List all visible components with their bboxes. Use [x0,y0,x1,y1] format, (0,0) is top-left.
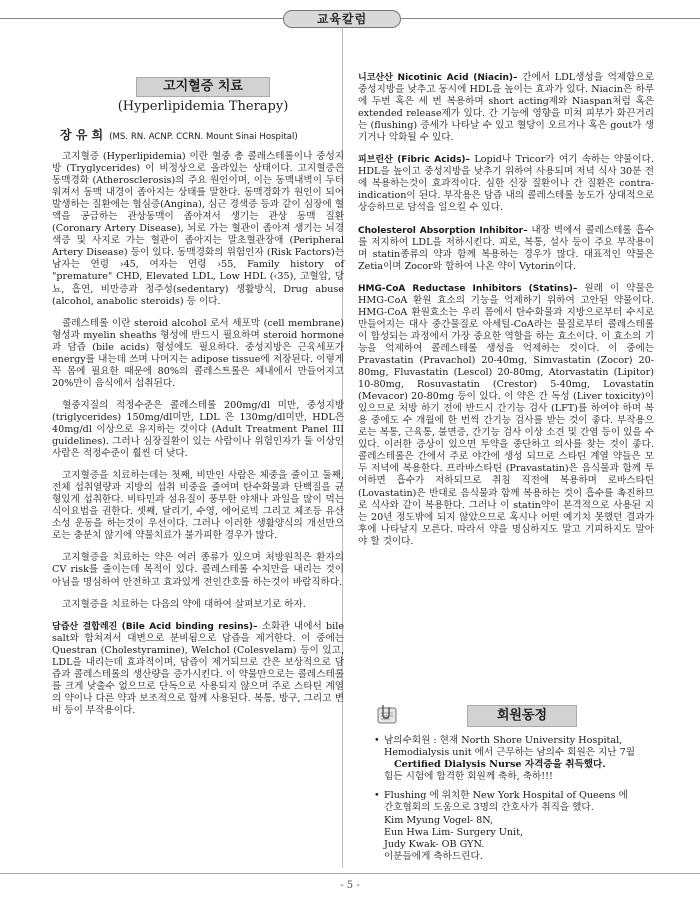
article-body-right [358,72,654,558]
drug-name: 담즙산 결합레진 (Bile Acid binding resins)– [52,621,258,632]
drug-text: 내장 벽에서 콜레스테롤 흡수를 저지하여 LDL을 저하시킨다. 피로, 복통, 설사 등이 주요 부작용이며 statin종류의 약과 함께 복용하는 경우가 많다. 대표적인 약물은 Zetia이며 Zocor와 합하여 나온 약이 Vytorin이다. [358,224,654,272]
paragraph-definition: 고지혈증 (Hyperlipidemia) 이란 혈중 총 콜레스테롤이나 중성지방 (Tryglycerides) 이 비정상으로 올라있는 상태이다. 고지혈증은 동맥경화 (Atherosclerosis)의 주요 원인이며, 이는 동맥내벽이 두터워져서 동맥 내경이 좁아지는 상태를 말한다. 동맥경화가 원인이 되어 발생하는 질환에는 협심증(Angina), 심근 경색증 등과 같이 심장에 혈액을 공급하는 관상동맥이 좁아져서 생기는 관상 동맥 질환 (Coronary Artery Disease), 뇌로 가는 혈관이 좁아져 생기는 뇌경색증 및 사지로 가는 혈관이 좁아지는 말초혈관장애 (Peripheral Artery Disease) 등이 있다. 동맥경화의 위험인자 (Risk Factors)는 남자는 연령 ›45, 여자는 연령 ›55, Family history of "premature" CHD, Elevated LDL, Low HDL (‹35), 고혈압, 당뇨, 흡연, 비만증과 정주성(sedentary) 생활방식, Drug abuse (alcohol, anabolic steroids) 등 이다. [52,151,344,307]
paragraph-treatment: 고지혈증을 치료하는 약은 여러 종류가 있으며 처방원칙은 환자의 CV risk를 줄이는데 목적이 있다. 콜레스테롤 수치만을 내리는 것이 아님을 명심하여 안전하고 효과있게 전인간호를 하는것이 바람직하다. [52,552,344,588]
page-number: - 5 - [340,880,360,891]
header-rule-left [0,18,283,19]
members-news-list [374,735,664,870]
drug-name: HMG-CoA Reductase Inhibitors (Statins)– [358,283,578,294]
drug-text: 간에서 LDL생성을 억제함으로 중성지방을 낮추고 동시에 HDL을 높이는 효과가 있다. Niacin은 하루에 두번 혹은 세 번 복용하며 short acting제와 Niaspan처럼 혹은 extended release제가 있다. 간 기능에 영향을 미쳐 피부가 화끈거리는 (flushing) 증세가 나타날 수 있고 혈당이 오르거나 혹은 gout가 생기거나 악화될 수 있다. [358,72,654,144]
author-line [60,126,350,143]
news-line: Judy Kwak- OB GYN. [384,838,485,850]
header-rule-right [401,18,700,19]
news-line: Hemodialysis unit 에서 근무하는 남의수 회원은 지난 7월 [384,747,635,759]
article-body-left [52,151,344,727]
members-news-heading [367,703,649,727]
paperclip-note-icon [374,703,402,727]
drug-bile-acid [52,621,344,717]
drug-niacin [358,72,654,144]
drug-absorption-inhibitor [358,225,654,273]
news-line: • Flushing 에 위치한 New York Hospital of Queens 에 [384,790,628,802]
news-line: Eun Hwa Lim- Surgery Unit, [384,826,524,838]
news-line: 힘든 시험에 합격한 회원께 축하, 축하!!! [384,771,553,783]
paragraph-lifestyle: 고지혈증을 치료하는데는 첫째, 비만인 사람은 체중을 줄이고 둘째, 전체 섭취열량과 지방의 섭취 비중을 줄여며 탄수화물과 단백질을 균형있게 섭취한다. 비타민과 섬유질이 풍부한 야채나 과일을 많이 먹는 식이요법을 권한다. 셋째, 달리기, 수영, 에어로빅 그리고 체조등 유산소성 운동을 하는것이 우선이다. 그러나 이러한 생활양식의 개선만으로는 충분치 않기에 약물치료가 불가피한 경우가 많다. [52,470,344,542]
article-subtitle: (Hyperlipidemia Therapy) [117,99,289,114]
drug-name: 니코산산 Nicotinic Acid (Niacin)– [358,73,518,83]
news-line: • 남의수회원 : 현재 North Shore University Hospital, [384,735,623,746]
drug-name: 피브린산 (Fibric Acids)– [358,155,471,166]
paragraph-cholesterol: 콜레스테롤 이란 steroid alcohol 로서 세포막 (cell membrane) 형성과 myelin sheaths 형성에 반드시 필요하며 steroid hormone과 담즙 (bile acids) 형성에도 필요하다. 중성지방은 근육세포가 energy를 내는데 쓰며 나머지는 adipose tissue에 저장된다. 이렇게 꼭 몸에 필요한 때문에 80%의 콜레스트롤은 체내에서 만들어지고 20%만이 음식에서 섭취된다. [52,317,344,389]
paragraph-lipid-levels: 혈중지질의 적정수준은 콜레스테롤 200mg/dl 미만, 중성지방 (triglycerides) 150mg/dl미만, LDL 은 130mg/dl미만, HDL은 40mg/dl 이상으로 유지하는 것이다 (Adult Treatment Panel III guidelines). 그러나 심장질환이 있는 사람이나 위험인자가 둘 이상인 사람은 적정수준이 훨씬 더 낮다. [52,399,344,460]
drug-text: 원래 이 약물은 HMG-CoA 환원 효소의 기능을 억제하기 위하여 고안된 약물이다. HMG-CoA 환원효소는 우리 몸에서 탄수화물과 지방으로부터 수시로 만들어지는 대사 중간물질로 아세틸-CoA라는 물질로부터 콜레스테롤이 합성되는 과정에서 가장 중요한 역할을 하는 효소이다. 이 효소의 기능을 억제하여 콜레스테롤 생성을 억제하는 것이다. 이 중에는Pravastatin (Pravachol) 20-40mg, Simvastatin (Zocor) 20-80mg, Fluvastatin (Lescol) 20-80mg, Atorvastatin (Lipitor) 10-80mg, Rosuvastatin (Crestor) 5-40mg, Lovastatin (Mevacor) 20-80mg 등이 있다. 이 약은 간 독성 (Liver toxicity)이 있으므로 처방 하기 전에 반드시 간기능 검사 (LFT)를 하여야 하며 복용 중에도 수 개월에 한 번씩 간기능 검사를 받는 것이 좋다. 부작용으로는 복통, 근육통, 불면증, 간기능 검사 이상 소견 및 간염 등이 있을 수 있다. 이러한 증상이 있으면 투약을 중단하고 의사를 찾는 것이 좋다. 콜레스테롤은 간에서 주로 야간에 생성 되므로 스타틴 계열 약들은 모두 저녁에 복용한다. 프라바스타틴 (Pravastatin)은 음식물과 함께 투여하면 흡수가 저하되므로 취침 직전에 복용하며 로바스타틴 (Lovastatin)은 반대로 음식물과 함께 복용하는 것이 흡수를 촉진하므로 식사와 같이 복용한다. 그러나 이 statin약이 본격적으로 사용된 지는 20년 정도밖에 되지 않았으므로 혹시나 어떤 예기치 못했던 결과가 후에 나타날지 모른다. 따라서 약을 명심하지도 말고 기피하지도 말아야 할 것이다. [358,282,654,547]
news-line: 간호협회의 도움으로 3명의 간호사가 취직을 했다. [384,802,594,814]
news-line: 이분들에게 축하드린다. [384,850,483,862]
section-tab: 교육칼럼 [283,10,401,28]
news-item [374,735,664,783]
drug-fibric-acids [358,154,654,214]
author-name: 장 유 희 [60,128,104,142]
news-line: Kim Myung Vogel- 8N, [384,814,494,826]
footer-rule [0,873,700,874]
paragraph-intro-drugs: 고지혈증을 치료하는 다음의 약에 대하여 살펴보기로 하자. [62,598,306,610]
drug-name: Cholesterol Absorption Inhibitor– [358,225,528,236]
news-item [374,790,664,863]
drug-text: 소화관 내에서 bile salt와 합쳐져서 대변으로 분비됨으로 담즙을 제거한다. 이 중에는 Questran (Cholestyramine), Welchol (Colesvelam) 등이 있고, LDL을 내리는데 효과적이며, 담즙이 제거되므로 간은 보상적으로 담즙과 콜레스테롤의 생산량을 증가시킨다. 이 약물만으로는 콜레스테롤를 크게 낮출수 없으므로 단독으로 사용되지 않으며 주로 스타틴 계열의 약이나 다른 약과 보조적으로 함께 사용된다. 복통, 방구, 그리고 변비 등이 부작용이다. [52,620,344,716]
drug-statins [358,283,654,548]
drug-text: Lopid나 Tricor가 여기 속하는 약물이다. HDL을 높이고 중성지방을 낮추기 위하여 사용되며 저녁 식사 30분 전에 복용하는것이 효과적이다. 심한 신장 질환이나 간 질환은 contra-indication이 된다. 부작용은 담즙 내의 콜레스테롤 농도가 상대적으로 상승하므로 담석을 일으킬 수 있다. [358,154,654,214]
article-title: 고지혈증 치료 [136,77,270,97]
news-line: Certified Dialysis Nurse 자격증을 취득했다. [394,759,606,771]
members-news-title: 회원동정 [467,705,577,727]
author-credentials: (MS. RN. ACNP. CCRN. Mount Sinai Hospital) [109,132,298,142]
